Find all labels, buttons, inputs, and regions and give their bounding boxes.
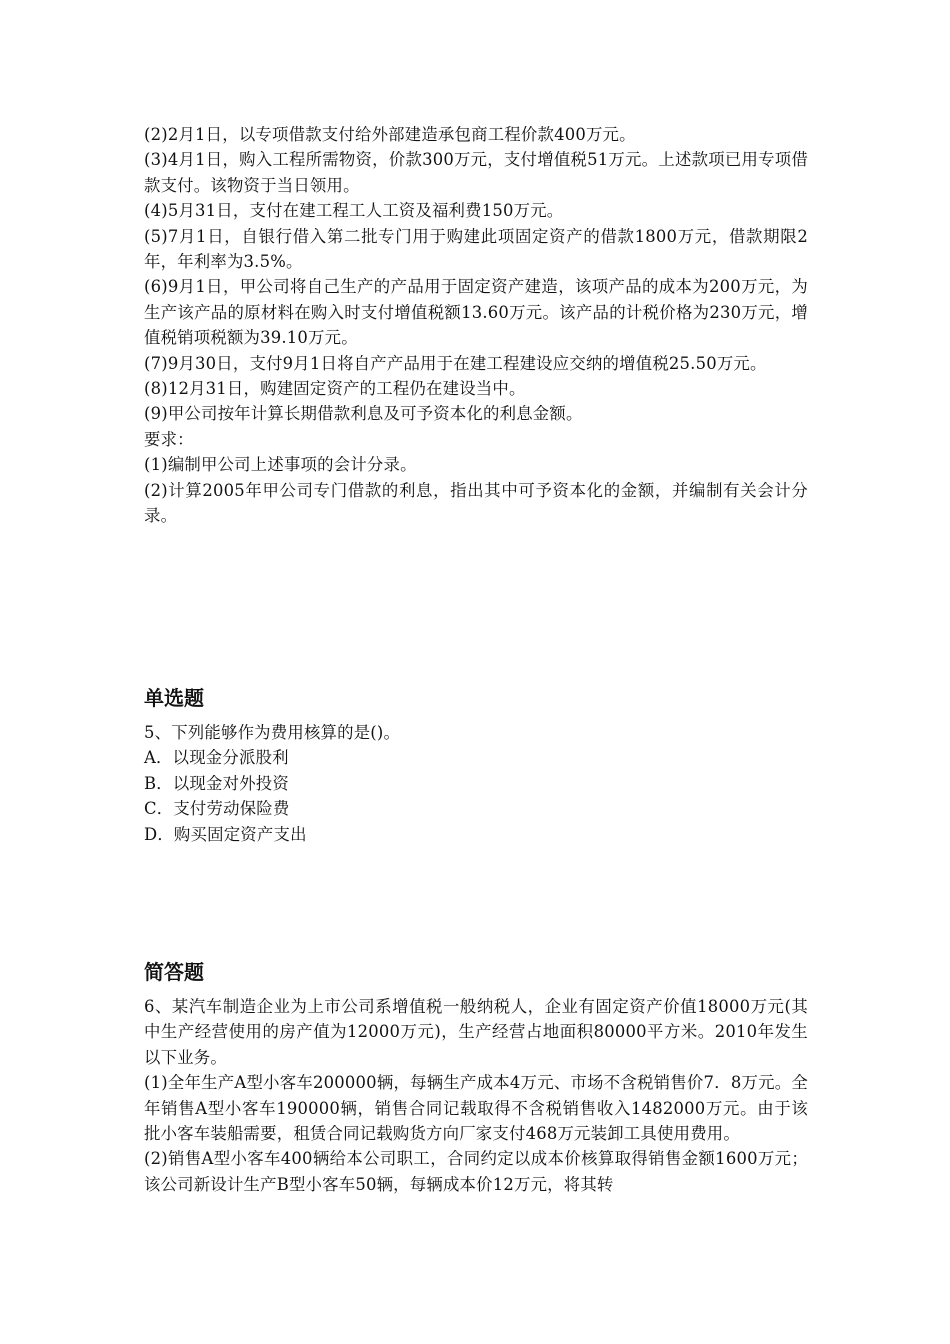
requirements-label: 要求：: [144, 429, 194, 449]
section-heading: 简答题: [144, 960, 204, 984]
paragraph: (6)9月1日，甲公司将自己生产的产品用于固定资产建造，该项产品的成本为200万元，为生产该产品的原材料在购入时支付增值税额13.60万元。该产品的计税价格为230万元，增值税销项税额为39.10万元。: [144, 277, 808, 348]
section-heading: 单选题: [144, 686, 204, 710]
option-a: A．以现金分派股利: [144, 748, 289, 768]
paragraph: (2)销售A型小客车400辆给本公司职工，合同约定以成本价核算取得销售金额1600万元；该公司新设计生产B型小客车50辆，每辆成本价12万元，将其转: [144, 1149, 808, 1194]
paragraph: (2)2月1日，以专项借款支付给外部建造承包商工程价款400万元。: [144, 125, 636, 144]
short-answer-section: [144, 958, 808, 1197]
requirement-item: (2)计算2005年甲公司专门借款的利息，指出其中可予资本化的金额，并编制有关会计分录。: [144, 480, 808, 526]
option-d: D．购买固定资产支出: [144, 824, 307, 844]
problem-continuation: [144, 122, 808, 529]
requirement-item: (1)编制甲公司上述事项的会计分录。: [144, 455, 417, 475]
option-c: C．支付劳动保险费: [144, 799, 290, 819]
paragraph: (1)全年生产A型小客车200000辆，每辆生产成本4万元、市场不含税销售价7．8万元。全年销售A型小客车190000辆，销售合同记载取得不含税销售收入1482000万元。由于该批小客车装船需要，租赁合同记载购货方向厂家支付468万元装卸工具使用费用。: [144, 1073, 808, 1144]
option-b: B．以现金对外投资: [144, 773, 289, 793]
paragraph: (9)甲公司按年计算长期借款利息及可予资本化的利息金额。: [144, 404, 583, 424]
paragraph: (3)4月1日，购入工程所需物资，价款300万元，支付增值税51万元。上述款项已用专项借款支付。该物资于当日领用。: [144, 150, 808, 195]
paragraph: (5)7月1日，自银行借入第二批专门用于购建此项固定资产的借款1800万元，借款期限2年，年利率为3.5%。: [144, 226, 808, 272]
paragraph: 6、某汽车制造企业为上市公司系增值税一般纳税人，企业有固定资产价值18000万元(其中生产经营使用的房产值为12000万元)，生产经营占地面积80000平方米。2010年发生以下业务。: [144, 997, 808, 1067]
paragraph: (8)12月31日，购建固定资产的工程仍在建设当中。: [144, 379, 526, 399]
question-text: 5、下列能够作为费用核算的是()。: [144, 723, 401, 742]
paragraph: (4)5月31日，支付在建工程工人工资及福利费150万元。: [144, 201, 564, 221]
paragraph: (7)9月30日，支付9月1日将自产产品用于在建工程建设应交纳的增值税25.50万元。: [144, 353, 767, 373]
single-choice-section: [144, 684, 808, 847]
